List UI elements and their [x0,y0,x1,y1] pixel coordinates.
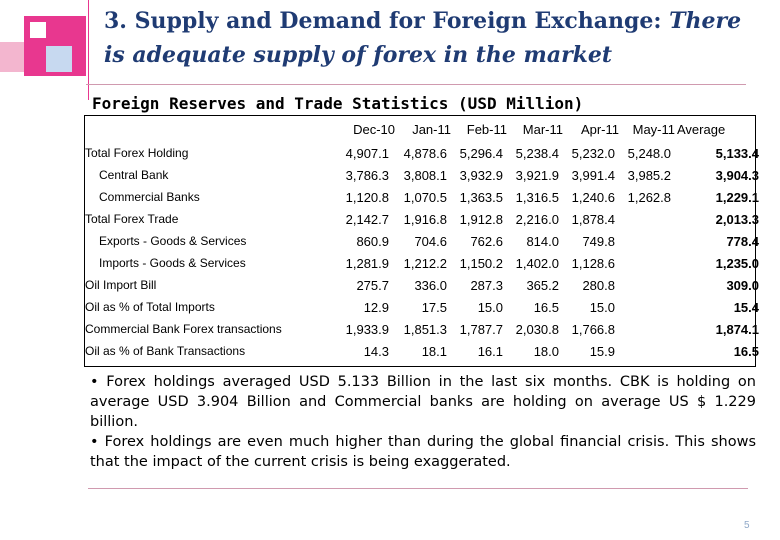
table-cell: 5,232.0 [571,145,615,161]
table-cell: 16.1 [477,343,503,359]
table-cell: 15.9 [589,343,615,359]
table-cell: 1,851.3 [403,321,447,337]
table-cell: 1,787.7 [459,321,503,337]
slide-title-line-2: is adequate supply of forex in the market [104,42,613,68]
table-cell [619,274,675,296]
table-cell: 1,766.8 [571,321,615,337]
row-label: Central Bank [99,168,169,182]
table-cell: 5,296.4 [459,145,503,161]
row-label: Imports - Goods & Services [99,256,246,270]
table-cell: 1,150.2 [459,255,503,271]
table-cell: 1,933.9 [345,321,389,337]
table-cell: 3,786.3 [345,167,389,183]
table-cell: 287.3 [470,277,503,293]
average-cell: 778.4 [726,233,759,249]
table-cell: 5,248.0 [627,145,671,161]
table-cell: 2,030.8 [515,321,559,337]
slide-title-line-1 [104,8,741,34]
column-header: Feb-11 [466,121,507,137]
average-cell: 1,874.1 [715,321,759,337]
table-cell: 18.1 [421,343,447,359]
row-label: Oil Import Bill [85,278,157,292]
table-row [85,340,761,362]
table-cell [619,340,675,362]
table-cell [619,252,675,274]
table-cell: 12.9 [363,299,389,315]
table-cell: 16.5 [533,299,559,315]
column-header: Jan-11 [412,121,451,137]
footer-divider [88,488,748,489]
table-cell: 4,907.1 [345,145,389,161]
row-label: Commercial Bank Forex transactions [85,322,282,336]
table-cell: 336.0 [414,277,447,293]
column-header: Mar-11 [522,121,563,137]
table-cell: 814.0 [526,233,559,249]
table-cell: 3,808.1 [403,167,447,183]
table-row [85,318,761,340]
header-label-empty [85,116,329,142]
table-cell: 1,128.6 [571,255,615,271]
slide-title-italic: There [669,8,742,34]
table-cell: 15.0 [477,299,503,315]
table-cell: 762.6 [470,233,503,249]
average-cell: 3,904.3 [715,167,759,183]
table-cell: 4,878.6 [403,145,447,161]
table-cell: 1,281.9 [345,255,389,271]
row-label: Exports - Goods & Services [99,234,247,248]
table-cell: 749.8 [582,233,615,249]
column-header: May-11 [632,121,675,137]
table-cell: 704.6 [414,233,447,249]
row-label: Total Forex Trade [85,212,179,226]
decor-square-blue [46,46,72,72]
table-row [85,230,761,252]
bullet-list [90,372,756,472]
bullet-item: • Forex holdings are even much higher than during the global financial crisis. This shows that the impact of the current crisis is being exaggerated. [90,434,756,470]
average-cell: 16.5 [733,343,759,359]
table-cell: 15.0 [589,299,615,315]
page-number: 5 [744,520,750,531]
slide-title-prefix: 3. Supply and Demand for Foreign Exchange: [104,8,670,34]
average-cell: 1,229.1 [715,189,759,205]
row-label: Commercial Banks [99,190,200,204]
table-cell: 1,402.0 [515,255,559,271]
decor-square-white [30,22,46,38]
table-row [85,186,761,208]
table-row [85,274,761,296]
table-cell: 1,916.8 [403,211,447,227]
average-cell: 1,235.0 [715,255,759,271]
table-caption: Foreign Reserves and Trade Statistics (USD Million) [92,94,584,113]
table-cell: 2,142.7 [345,211,389,227]
table-cell: 1,363.5 [459,189,503,205]
table-cell: 1,912.8 [459,211,503,227]
table-cell: 1,120.8 [345,189,389,205]
bullet-item: • Forex holdings averaged USD 5.133 Billion in the last six months. CBK is holding on average USD 3.904 Billion and Commercial banks are holding on average US $ 1.229 billion. [90,374,756,430]
table-row [85,208,761,230]
table-cell: 3,985.2 [627,167,671,183]
table-cell: 275.7 [356,277,389,293]
title-divider [86,84,746,85]
column-header: Average [677,121,726,137]
table-cell: 17.5 [421,299,447,315]
table-header-row [85,116,761,142]
table-cell [619,296,675,318]
table-cell: 1,212.2 [403,255,447,271]
row-label: Oil as % of Bank Transactions [85,344,246,358]
average-cell: 15.4 [733,299,759,315]
table-cell: 14.3 [363,343,389,359]
table-cell: 1,070.5 [403,189,447,205]
table-cell: 3,921.9 [515,167,559,183]
decor-vertical-line [88,0,89,100]
column-header: Apr-11 [580,121,619,137]
table-cell: 3,991.4 [571,167,615,183]
table-cell [619,230,675,252]
table-body [85,142,761,362]
table-row [85,164,761,186]
table-cell: 18.0 [533,343,559,359]
table-cell: 1,316.5 [515,189,559,205]
table-cell: 860.9 [356,233,389,249]
average-cell: 2,013.3 [715,211,759,227]
table-cell: 1,240.6 [571,189,615,205]
table-cell [619,318,675,340]
average-cell: 309.0 [726,277,759,293]
column-header: Dec-10 [353,121,395,137]
table-cell: 1,878.4 [571,211,615,227]
table-cell: 1,262.8 [627,189,671,205]
stats-table [85,116,761,362]
table-cell: 5,238.4 [515,145,559,161]
table-cell: 3,932.9 [459,167,503,183]
table-cell: 280.8 [582,277,615,293]
average-cell: 5,133.4 [715,145,759,161]
row-label: Total Forex Holding [85,146,189,160]
table-row [85,296,761,318]
table-cell: 2,216.0 [515,211,559,227]
table-cell [619,208,675,230]
table-cell: 365.2 [526,277,559,293]
table-row [85,142,761,164]
row-label: Oil as % of Total Imports [85,300,215,314]
table-row [85,252,761,274]
